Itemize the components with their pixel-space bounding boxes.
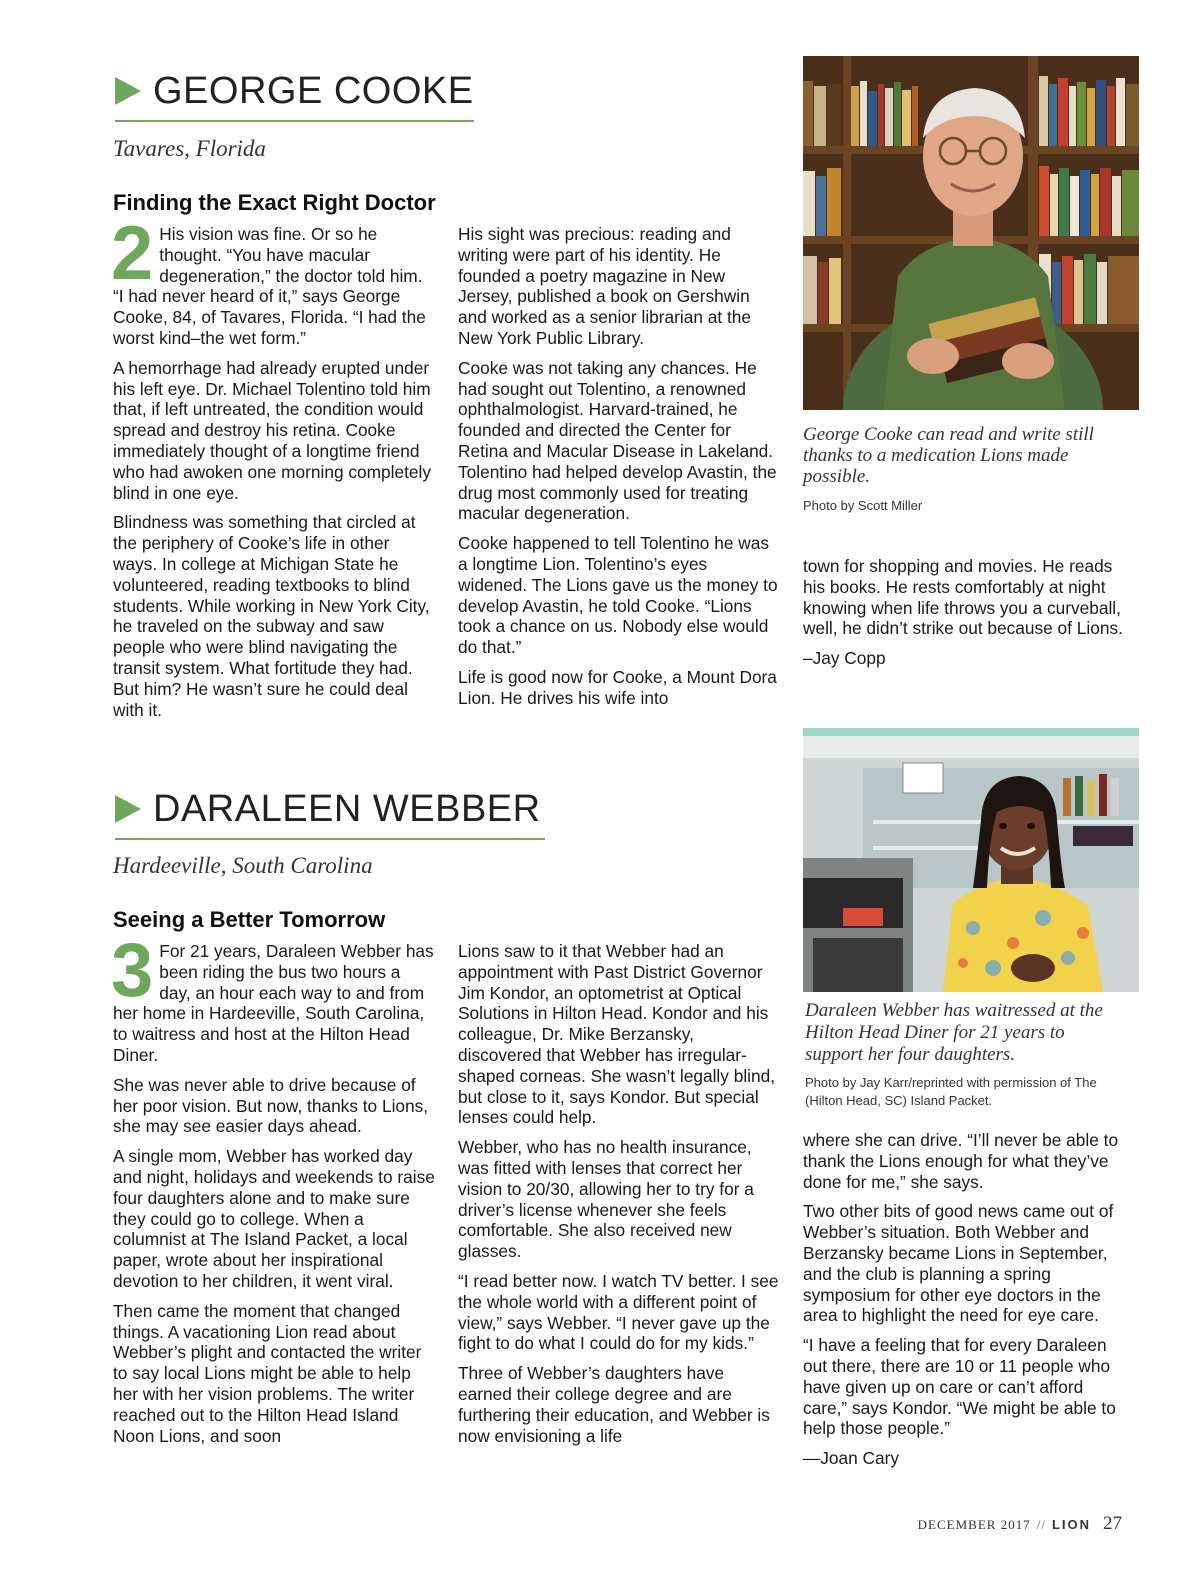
story1-name: GEORGE COOKE <box>153 70 474 112</box>
story2-col3-para-3: “I have a feeling that for every Daraleen out there, there are 10 or 11 people who have given up on care or can’t afford care,” says Kondor. “We might be able to help those people.” <box>803 1335 1116 1439</box>
story1-column-3 <box>803 556 1125 678</box>
story2-dropcap: 3 <box>111 928 154 1013</box>
story2-headline: Seeing a Better Tomorrow <box>113 907 386 932</box>
story2-photo <box>803 728 1139 992</box>
story2-column-1 <box>111 928 435 1455</box>
story2-col2-para-2: Webber, who has no health insurance, was fitted with lenses that correct her vision to 20/30, allowing her to try for a driver’s license whenever she feels comfortable. She also received new glasses. <box>458 1137 754 1262</box>
page-number: 27 <box>1103 1513 1122 1534</box>
story2-header <box>115 790 545 840</box>
folio-issue: DECEMBER 2017 <box>917 1517 1031 1532</box>
story2-col3-para-2: Two other bits of good news came out of Webber’s situation. Both Webber and Berzansky became Lions in September, and the club is planning a spring symposium for other eye doctors in the area to highlight the need for eye care. <box>803 1201 1114 1326</box>
story2-col1-para-3: A single mom, Webber has worked day and night, holidays and weekends to raise four daughters alone and to make sure they could go to college. When a columnist at The Island Packet, a local paper, wrote about her inspirational devotion to her children, it went viral. <box>113 1146 435 1291</box>
story2-col2-para-3: “I read better now. I watch TV better. I see the whole world with a different point of view,” says Webber. “I never gave up the fight to do what I could do for my kids.” <box>458 1270 779 1354</box>
story2-photo-credit: Photo by Jay Karr/reprinted with permission of The (Hilton Head, SC) Island Packet. <box>805 1075 1097 1108</box>
story1-photo-credit: Photo by Scott Miller <box>803 498 923 513</box>
story1-location: Tavares, Florida <box>113 136 266 161</box>
story1-col1-para-3: Blindness was something that circled at the periphery of Cooke’s life in other ways. In college at Michigan State he volunteered, reading textbooks to blind students. While working in New York City, he traveled on the subway and saw people who were blind navigating the transit system. What fortitude they had. But him? He wasn’t sure he could deal with it. <box>113 512 430 720</box>
story2-col2-para-4: Three of Webber’s daughters have earned their college degree and are furthering their education, and Webber is now envisioning a life <box>458 1363 770 1446</box>
story1-col3-para-1: town for shopping and movies. He reads his books. He rests comfortably at night knowing when life throws you a curveball, well, he didn’t strike out because of Lions. <box>803 556 1123 639</box>
story2-col1-para-4: Then came the moment that changed things. A vacationing Lion read about Webber’s plight and contacted the writer to say local Lions might be able to help her with her vision problems. The writer reached out to the Hilton Head Island Noon Lions, and soon <box>113 1300 422 1446</box>
story1-byline: –Jay Copp <box>803 648 886 669</box>
story2-col2-para-1: Lions saw to it that Webber had an appointment with Past District Governor Jim Kondor, an optometrist at Optical Solutions in Hilton Head. Kondor and his colleague, Dr. Mike Berzansky, discovered that Webber has irregular-shaped corneas. She wasn’t legally blind, but close to it, says Kondor. But special lenses could help. <box>458 941 776 1128</box>
story2-location: Hardeeville, South Carolina <box>113 853 373 878</box>
story2-col1-para-1: 3 For 21 years, Daraleen Webber has been riding the bus two hours a day, an hour each way to and from her home in Hardeeville, South Carolina, to waitress and host at the Hilton Head Diner. <box>111 928 434 1065</box>
folio-separator: // <box>1036 1517 1046 1532</box>
story1-caption: George Cooke can read and write still thanks to a medication Lions made possible. <box>803 424 1094 487</box>
story1-col1-para-2: A hemorrhage had already erupted under his left eye. Dr. Michael Tolentino told him that, if left untreated, the condition would spread and destroy his retina. Cooke immediately thought of a longtime friend who had awoken one morning completely blind in one eye. <box>113 357 431 503</box>
story1-name-heading <box>115 72 474 122</box>
story2-caption-block <box>805 1000 1125 1110</box>
woman-at-diner-photo-icon <box>803 728 1139 992</box>
story1-col2-para-1: His sight was precious: reading and writing were part of his identity. He founded a poetry magazine in New Jersey, published a book on Gershwin and worked as a senior librarian at the New York Public Library. <box>458 224 751 348</box>
story2-caption: Daraleen Webber has waitressed at the Hilton Head Diner for 21 years to support her four daughters. <box>805 1000 1103 1065</box>
man-with-books-photo-icon <box>803 56 1139 410</box>
story1-header <box>115 72 474 122</box>
story2-name: DARALEEN WEBBER <box>153 788 541 830</box>
story1-headline: Finding the Exact Right Doctor <box>113 190 436 215</box>
story1-caption-block <box>803 424 1123 515</box>
story2-col1-para-2: She was never able to drive because of her poor vision. But now, thanks to Lions, she may see easier days ahead. <box>113 1074 429 1137</box>
story1-col2-para-2: Cooke was not taking any chances. He had sought out Tolentino, a renowned ophthalmologist. Harvard-trained, he founded and directed the Center for Retina and Macular Disease in Lakeland. Tolentino had helped develop Avastin, the drug most commonly used for treating macular degeneration. <box>458 357 777 524</box>
triangle-bullet-icon <box>115 795 141 823</box>
folio-magazine: LION <box>1051 1517 1091 1532</box>
story2-column-3 <box>803 1130 1125 1478</box>
story1-column-1 <box>111 211 435 729</box>
story1-col2-para-4: Life is good now for Cooke, a Mount Dora Lion. He drives his wife into <box>458 666 777 708</box>
story2-name-heading <box>115 790 545 840</box>
story1-photo <box>803 56 1139 410</box>
story1-dropcap: 2 <box>111 211 154 296</box>
story2-byline: —Joan Cary <box>803 1448 900 1469</box>
story1-col2-para-3: Cooke happened to tell Tolentino he was a longtime Lion. Tolentino’s eyes widened. The Lions gave us the money to develop Avastin, he told Cooke. “Lions took a chance on us. Nobody else would do that.” <box>458 533 778 658</box>
story2-column-2 <box>458 941 780 1455</box>
triangle-bullet-icon <box>115 77 141 105</box>
story1-col1-para-1: 2 His vision was fine. Or so he thought. “You have macular degeneration,” the doctor told him. “I had never heard of it,” says George Cooke, 84, of Tavares, Florida. “I had the worst kind–the wet form.” <box>111 211 426 348</box>
page-folio <box>918 1513 1122 1535</box>
story1-column-2 <box>458 224 780 718</box>
story2-col3-para-1: where she can drive. “I’ll never be able to thank the Lions enough for what they’ve done for me,” she says. <box>803 1130 1119 1192</box>
